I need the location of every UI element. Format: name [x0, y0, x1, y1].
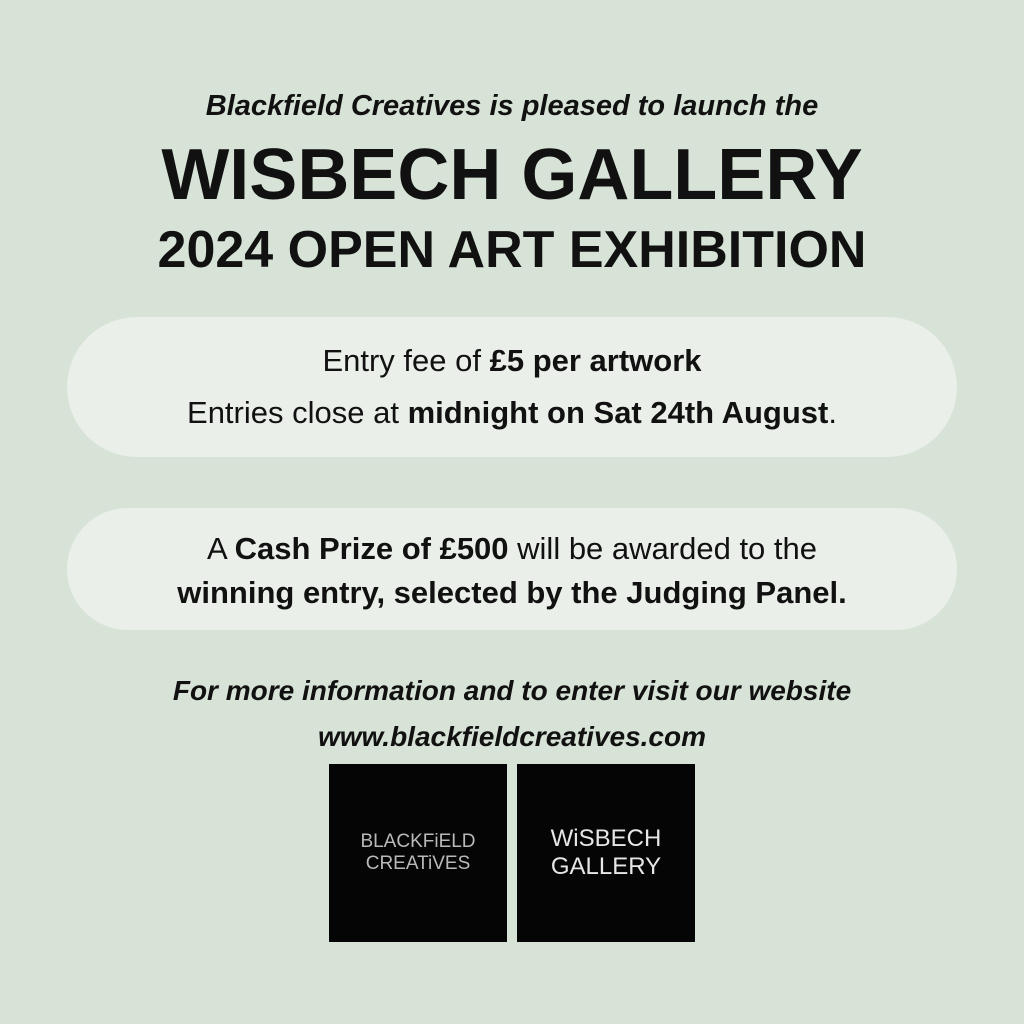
entries-close-line — [67, 391, 957, 435]
prize-line-1 — [67, 527, 957, 571]
wisbech-logo-line2: GALLERY — [550, 853, 662, 880]
blackfield-logo-line2: CREATiVES — [365, 853, 471, 874]
entry-fee-line — [67, 339, 957, 383]
wisbech-gallery-logo — [517, 764, 695, 942]
entries-close-suffix: . — [828, 395, 837, 430]
blackfield-creatives-logo — [329, 764, 507, 942]
entry-info-panel — [67, 317, 957, 457]
website-link[interactable]: www.blackfieldcreatives.com — [317, 721, 707, 752]
wisbech-logo-line1: WiSBECH — [550, 825, 662, 853]
entry-fee-prefix: Entry fee of — [322, 343, 490, 378]
wisbech-logo-text — [551, 825, 662, 880]
page-title: WISBECH GALLERY — [161, 135, 863, 215]
more-info-text: For more information and to enter visit our website — [172, 675, 852, 706]
entries-close-prefix: Entries close at — [187, 395, 408, 430]
intro-text: Blackfield Creatives is pleased to launch the — [205, 90, 819, 122]
blackfield-logo-line1: BLACKFiELD — [360, 831, 476, 853]
blackfield-logo-text — [360, 831, 475, 875]
prize-amount: Cash Prize of £500 — [234, 531, 509, 566]
prize-info-panel — [67, 508, 957, 630]
entries-close-date: midnight on Sat 24th August — [407, 395, 829, 430]
prize-line-2: winning entry, selected by the Judging Panel. — [177, 575, 847, 610]
entry-fee-amount: £5 per artwork — [489, 343, 702, 378]
page-subtitle: 2024 OPEN ART EXHIBITION — [157, 221, 867, 279]
prize-prefix: A — [206, 531, 235, 566]
prize-suffix: will be awarded to the — [508, 531, 818, 566]
